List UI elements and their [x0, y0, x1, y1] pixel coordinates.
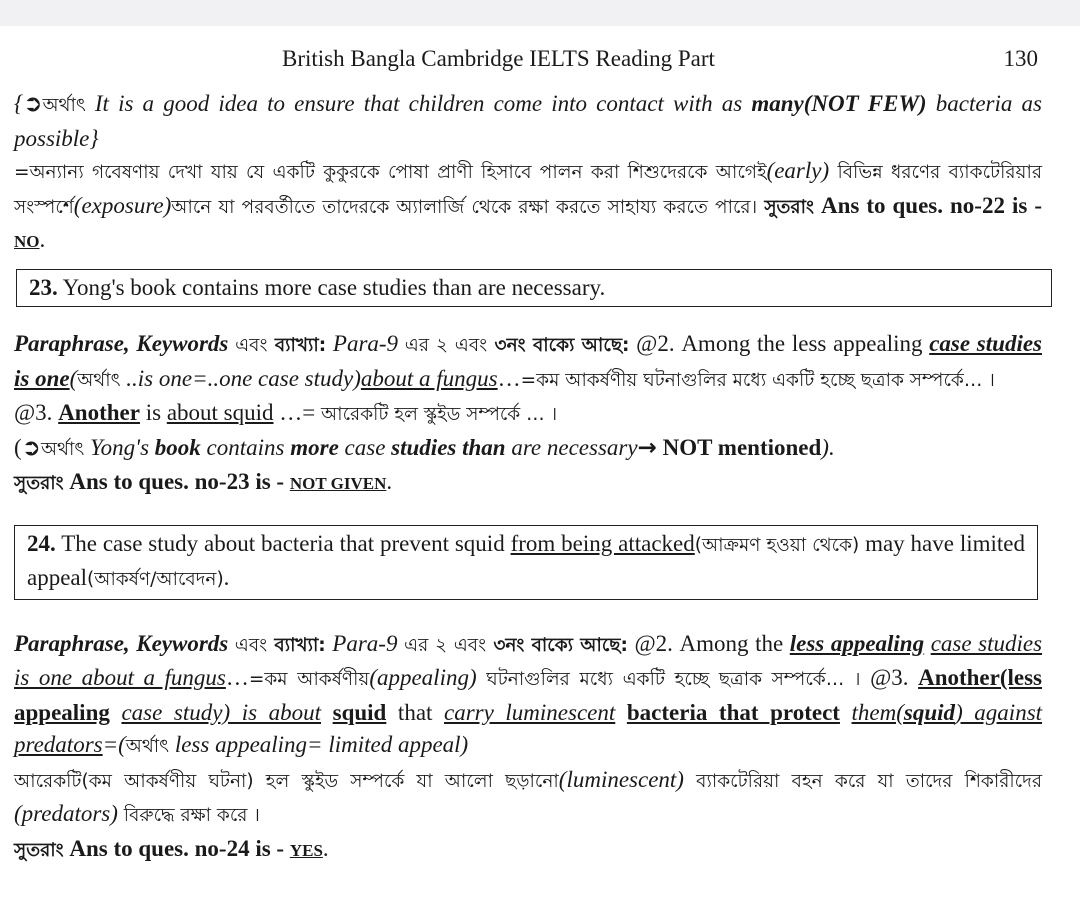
keyword: ) against predators [14, 699, 1043, 757]
arrow-icon: ➲ [23, 91, 43, 117]
text: @2. Among the [627, 630, 790, 656]
answer-value: YES [289, 840, 323, 860]
bn-text: =অন্যান্য গবেষণায় দেখা যায় যে একটি কুকুরকে পোষা প্রাণী হিসাবে পালন করা শিশুদেরকে আগেই [14, 162, 767, 183]
keyword: book [154, 434, 201, 460]
text: It is a good idea to ensure that children come into contact with as [85, 91, 752, 116]
text: … [225, 665, 249, 690]
bn-text: =কম আকর্ষণীয় [248, 669, 370, 690]
bn-text: অর্থাৎ [77, 369, 121, 391]
text: @2. Among the less appealing [629, 331, 930, 356]
text: (predators) [14, 801, 118, 826]
keyword: case studies is one about a fungus [14, 630, 1043, 690]
text: @3. [14, 400, 59, 425]
text [615, 700, 627, 725]
text: @3. [870, 665, 919, 690]
paraphrase-label: Paraphrase, Keywords [14, 331, 236, 356]
keyword: carry luminescent [444, 699, 616, 725]
answer-label: Ans to ques. no-24 is - [63, 835, 290, 861]
text: case [338, 434, 392, 460]
bn-text: (আক্রমণ হওয়া থেকে) [694, 534, 860, 556]
bn-text: বিভিন্ন ধরণের ব্যাকটেরিয়ার সংস্পর্শে [14, 162, 1042, 218]
right-arrow-icon: → [637, 434, 657, 461]
bn-text: আনে যা পরবর্তীতে তাদেরকে অ্যালার্জি থেকে রক্ষা করতে সাহায্য করতে পারে। [171, 196, 765, 218]
text: (appealing) [369, 665, 477, 690]
bn-text: এর [404, 634, 429, 656]
keyword: NOT mentioned [656, 434, 822, 460]
text: …= [273, 400, 321, 425]
header-title: British Bangla Cambridge IELTS Reading Part [282, 46, 715, 71]
arrow-icon: ➲ [21, 434, 41, 461]
text: … [497, 365, 521, 391]
bn-text: এবং [235, 335, 268, 356]
keyword: about squid [166, 400, 274, 425]
explanation-23 [14, 328, 1042, 501]
question-text: The case study about bacteria that prevent squid [55, 530, 511, 556]
bn-text: অর্থাৎ [125, 736, 170, 757]
text: that [386, 699, 445, 725]
bn-text: এর [404, 335, 430, 356]
text: Para-9 [325, 630, 405, 656]
keyword: them( [851, 699, 904, 725]
bn-text: এবং [454, 335, 488, 356]
keyword: many(NOT FEW) [751, 91, 927, 116]
keyword: squid [903, 699, 956, 725]
text: =( [102, 732, 126, 757]
text: { [14, 91, 24, 116]
text: less appealing= limited appeal) [169, 732, 469, 757]
bn-text: =কম আকর্ষণীয় ঘটনাগুলির মধ্যে একটি হচ্ছে ছত্রাক সম্পর্কে… । [520, 369, 995, 391]
text: bacteria as possible} [14, 91, 1042, 151]
question-text: may have limited appeal [27, 530, 1025, 590]
answer-label: Ans to ques. no-23 is - [63, 469, 290, 494]
explanation-24 [14, 628, 1042, 868]
bn-text: ঘটনাগুলির মধ্যে একটি হচ্ছে ছত্রাক সম্পর্কে… । [476, 669, 871, 690]
bn-text: ব্যাখ্যা: [267, 634, 326, 656]
text: ( [14, 434, 22, 460]
question-23-box [16, 269, 1052, 308]
text: (exposure) [73, 192, 172, 218]
question-number: 23. [29, 274, 58, 300]
bn-text: ২ [428, 634, 454, 656]
bn-text: আরেকটি(কম আকর্ষণীয় ঘটনা) হল স্কুইড সম্পর্কে যা আলো ছড়ানো [14, 770, 559, 792]
keyword: bacteria that protect [626, 699, 840, 725]
text: (early) [766, 158, 830, 183]
text: ( [69, 365, 78, 391]
document-page [14, 26, 1042, 867]
bn-text: এবং [453, 634, 487, 656]
bn-text: সুতরাং [764, 196, 814, 218]
prev-answer-block [14, 88, 1042, 259]
bn-text: ৩নং বাক্যে আছে: [487, 335, 630, 356]
keyword: less appealing [789, 630, 925, 656]
bn-text: ব্যাকটেরিয়া বহন করে যা তাদের শিকারীদের [683, 770, 1042, 792]
answer-value: NO [14, 232, 40, 251]
keyword: Another(less appealing [14, 665, 1043, 725]
bn-text: (আকর্ষণ/আবেদন) [87, 569, 224, 590]
text: . [39, 227, 46, 252]
question-text: Yong's book contains more case studies than are necessary. [57, 274, 606, 300]
keyword: case studies is one [14, 331, 1042, 391]
keyword: case study) is about [121, 699, 322, 725]
text [924, 631, 931, 656]
text [321, 700, 333, 725]
question-24-box [14, 525, 1038, 600]
bn-text: সুতরাং [14, 473, 64, 494]
top-band [0, 0, 1080, 26]
question-number: 24. [27, 530, 56, 556]
bn-text: অর্থাৎ [42, 95, 86, 116]
paraphrase-label: Paraphrase, Keywords [14, 630, 235, 656]
text [840, 700, 852, 725]
text: ). [821, 434, 835, 460]
text [110, 700, 122, 725]
text: ..is one=..one case study) [120, 365, 361, 391]
bn-text: ৩নং বাক্যে আছে: [486, 634, 628, 656]
bn-text: বিরুদ্ধে রক্ষা করে । [117, 805, 260, 826]
question-text: . [223, 565, 230, 590]
text: . [386, 469, 393, 494]
keyword: Another [58, 400, 140, 425]
keyword: studies than [391, 434, 506, 460]
bn-text: ব্যাখ্যা: [267, 335, 327, 356]
text: Yong's [84, 434, 155, 460]
bn-text: ২ [429, 335, 455, 356]
page-header [14, 26, 1042, 88]
text: . [322, 835, 329, 861]
bn-text: সুতরাং [14, 839, 64, 861]
answer-value: NOT GIVEN [289, 474, 387, 493]
keyword: squid [332, 699, 387, 725]
bn-text: আরেকটি হল স্কুইড সম্পর্কে … । [321, 404, 558, 425]
text: contains [200, 434, 291, 460]
keyword: from being attacked [510, 530, 695, 556]
text: is [139, 400, 167, 425]
text: Para-9 [326, 331, 405, 356]
page-number: 130 [1003, 46, 1038, 71]
bn-text: অর্থাৎ [40, 438, 85, 460]
keyword: about a fungus [360, 365, 498, 391]
keyword: more [290, 434, 339, 460]
answer-label: Ans to ques. no-22 is - [813, 192, 1042, 218]
text: are necessary [505, 434, 638, 460]
bn-text: এবং [234, 634, 268, 656]
text: (luminescent) [558, 766, 684, 792]
